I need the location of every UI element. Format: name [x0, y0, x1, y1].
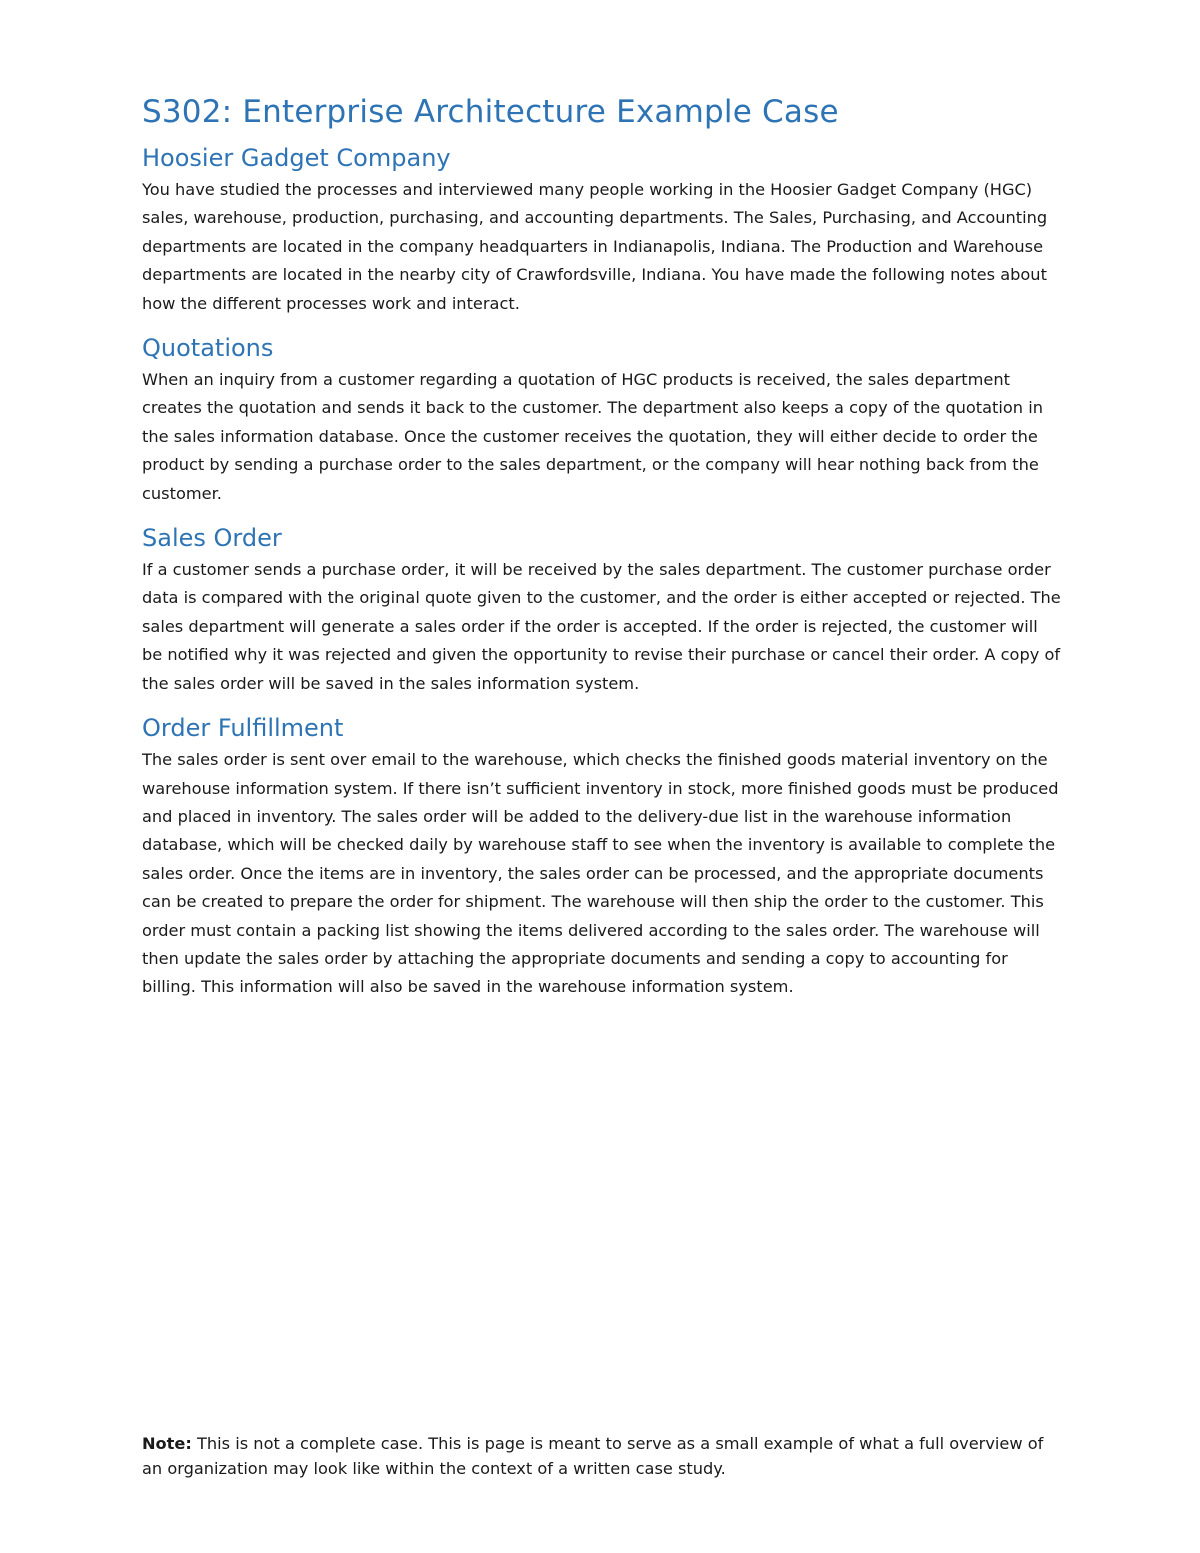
section-heading: Sales Order	[142, 524, 282, 553]
section-paragraph: You have studied the processes and interviewed many people working in the Hoosier Gadget Company (HGC) sales, warehouse, production, purchasing, and accounting departments. The Sales, Purchasing, and Accounting departments are located in the company headquarters in Indianapolis, Indiana. The Production and Warehouse departments are located in the nearby city of Crawfordsville, Indiana. You have made the following notes about how the different processes work and interact.	[142, 180, 1048, 313]
section-hoosier-gadget-company	[142, 140, 1062, 318]
note-label: Note:	[142, 1434, 192, 1453]
section-heading: Hoosier Gadget Company	[142, 144, 451, 172]
note-text: This is not a complete case. This is page is meant to serve as a small example of what a full overview of an organization may look like within the context of a written case study.	[142, 1434, 1044, 1478]
section-heading: Quotations	[142, 334, 274, 363]
section-paragraph: If a customer sends a purchase order, it will be received by the sales department. The customer purchase order data is compared with the original quote given to the customer, and the order is either accepted or rejected. The sales department will generate a sales order if the order is accepted. If the order is rejected, the customer will be notified why it was rejected and given the opportunity to revise their purchase or cancel their order. A copy of the sales order will be saved in the sales information system.	[142, 560, 1061, 693]
section-order-fulfillment	[142, 710, 1062, 1002]
section-sales-order	[142, 520, 1062, 698]
document-title: S302: Enterprise Architecture Example Case	[142, 94, 839, 130]
section-quotations	[142, 330, 1062, 508]
document-page	[142, 92, 1062, 1002]
section-paragraph: When an inquiry from a customer regarding a quotation of HGC products is received, the sales department creates the quotation and sends it back to the customer. The department also keeps a copy of the quotation in the sales information database. Once the customer receives the quotation, they will either decide to order the product by sending a purchase order to the sales department, or the company will hear nothing back from the customer.	[142, 370, 1043, 503]
section-paragraph: The sales order is sent over email to the warehouse, which checks the finished goods material inventory on the warehouse information system. If there isn’t sufficient inventory in stock, more finished goods must be produced and placed in inventory. The sales order will be added to the delivery-due list in the warehouse information database, which will be checked daily by warehouse staff to see when the inventory is available to complete the sales order. Once the items are in inventory, the sales order can be processed, and the appropriate documents can be created to prepare the order for shipment. The warehouse will then ship the order to the customer. This order must contain a packing list showing the items delivered according to the sales order. The warehouse will then update the sales order by attaching the appropriate documents and sending a copy to accounting for billing. This information will also be saved in the warehouse information system.	[142, 750, 1059, 997]
section-heading: Order Fulfillment	[142, 714, 344, 743]
footnote	[142, 1432, 1062, 1481]
